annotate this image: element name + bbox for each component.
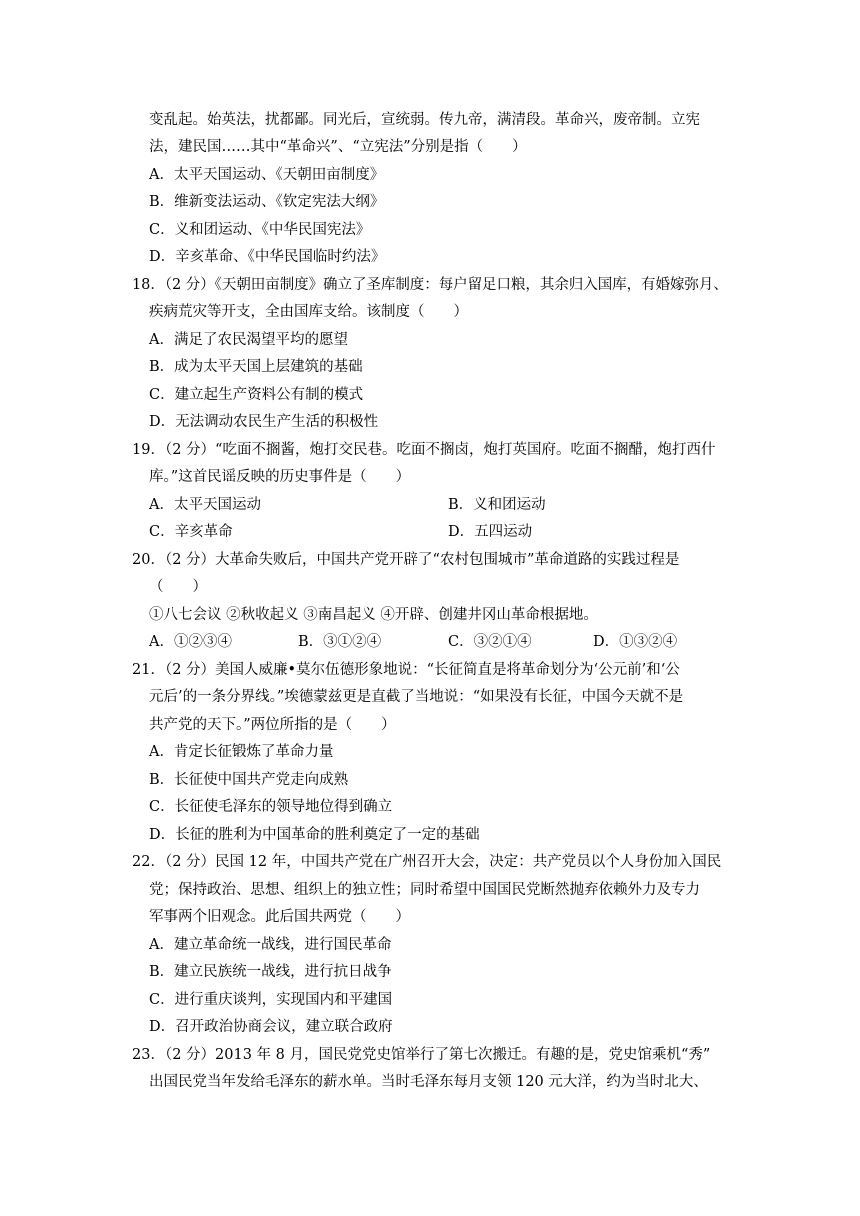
q21-option-d: D．长征的胜利为中国革命的胜利奠定了一定的基础 xyxy=(149,827,480,843)
q22-option-a: A．建立革命统一战线，进行国民革命 xyxy=(149,937,392,953)
q21-option-a: A．肯定长征锻炼了革命力量 xyxy=(149,744,334,760)
q20-option-c: C．③②①④ xyxy=(448,634,532,650)
q17-option-b: B．维新变法运动、《钦定宪法大纲》 xyxy=(149,194,385,210)
q21-option-c: C．长征使毛泽东的领导地位得到确立 xyxy=(149,799,393,815)
q19-option-c: C．辛亥革命 xyxy=(149,524,233,540)
q21-option-b: B．长征使中国共产党走向成熟 xyxy=(149,772,349,788)
q19-option-a: A．太平天国运动 xyxy=(149,497,261,513)
q20-stem-line-2: （ ） xyxy=(149,579,207,595)
q19-option-d: D．五四运动 xyxy=(448,524,533,540)
q17-option-d: D．辛亥革命、《中华民国临时约法》 xyxy=(149,249,386,265)
q23-stem-line-1: 23．（2 分）2013 年 8 月，国民党党史馆举行了第七次搬迁。有趣的是，党史馆乘机“秀” xyxy=(132,1047,711,1063)
q20-option-d: D．①③②④ xyxy=(593,634,678,650)
q22-stem-line-1: 22．（2 分）民国 12 年，中国共产党在广州召开大会，决定：共产党员以个人身份加入国民 xyxy=(132,854,722,870)
q21-stem-line-2: 元后’的一条分界线。”埃德蒙兹更是直截了当地说：“如果没有长征，中国今天就不是 xyxy=(149,689,684,705)
q18-option-b: B．成为太平天国上层建筑的基础 xyxy=(149,359,363,375)
q19-stem-line-1: 19．（2 分）“吃面不搁酱，炮打交民巷。吃面不搁卤，炮打英国府。吃面不搁醋，炮打西什 xyxy=(132,442,716,458)
q17-option-a: A．太平天国运动、《天朝田亩制度》 xyxy=(149,167,385,183)
q18-option-d: D．无法调动农民生产生活的积极性 xyxy=(149,414,379,430)
q22-stem-line-2: 党；保持政治、思想、组织上的独立性；同时希望中国国民党断然抛弃依赖外力及专力 xyxy=(149,882,700,898)
q18-option-a: A．满足了农民渴望平均的愿望 xyxy=(149,332,348,348)
q20-stem-line-1: 20．（2 分）大革命失败后，中国共产党开辟了“农村包围城市”革命道路的实践过程是 xyxy=(132,552,680,568)
q23-stem-line-2: 出国民党当年发给毛泽东的薪水单。当时毛泽东每月支领 120 元大洋，约为当时北大、 xyxy=(149,1074,708,1090)
q20-items: ①八七会议 ②秋收起义 ③南昌起义 ④开辟、创建井冈山革命根据地。 xyxy=(149,607,598,623)
q21-stem-line-1: 21．（2 分）美国人威廉•莫尔伍德形象地说：“长征简直是将革命划分为‘公元前’和‘公 xyxy=(132,662,680,678)
q22-option-d: D．召开政治协商会议，建立联合政府 xyxy=(149,1019,393,1035)
q22-option-c: C．进行重庆谈判，实现国内和平建国 xyxy=(149,992,393,1008)
q20-option-a: A．①②③④ xyxy=(149,634,232,650)
q18-option-c: C．建立起生产资料公有制的模式 xyxy=(149,387,364,403)
q20-option-b: B．③①②④ xyxy=(298,634,382,650)
q21-stem-line-3: 共产党的天下。”两位所指的是（ ） xyxy=(149,717,396,733)
q22-option-b: B．建立民族统一战线，进行抗日战争 xyxy=(149,964,392,980)
q18-stem-line-1: 18．（2 分）《天朝田亩制度》确立了圣库制度：每户留足口粮，其余归入国库，有婚嫁弥月、 xyxy=(132,277,728,293)
q17-stem-line-2: 法，建民国……其中“革命兴”、“立宪法”分别是指（ ） xyxy=(149,139,527,155)
q17-stem-line-1: 变乱起。始英法，扰都鄙。同光后，宣统弱。传九帝，满清段。革命兴，废帝制。立宪 xyxy=(149,112,700,128)
q19-stem-line-2: 库。”这首民谣反映的历史事件是（ ） xyxy=(149,469,411,485)
q18-stem-line-2: 疾病荒灾等开支，全由国库支给。该制度（ ） xyxy=(149,304,468,320)
q19-option-b: B．义和团运动 xyxy=(448,497,546,513)
q22-stem-line-3: 军事两个旧观念。此后国共两党（ ） xyxy=(149,909,410,925)
q17-option-c: C．义和团运动、《中华民国宪法》 xyxy=(149,222,371,238)
